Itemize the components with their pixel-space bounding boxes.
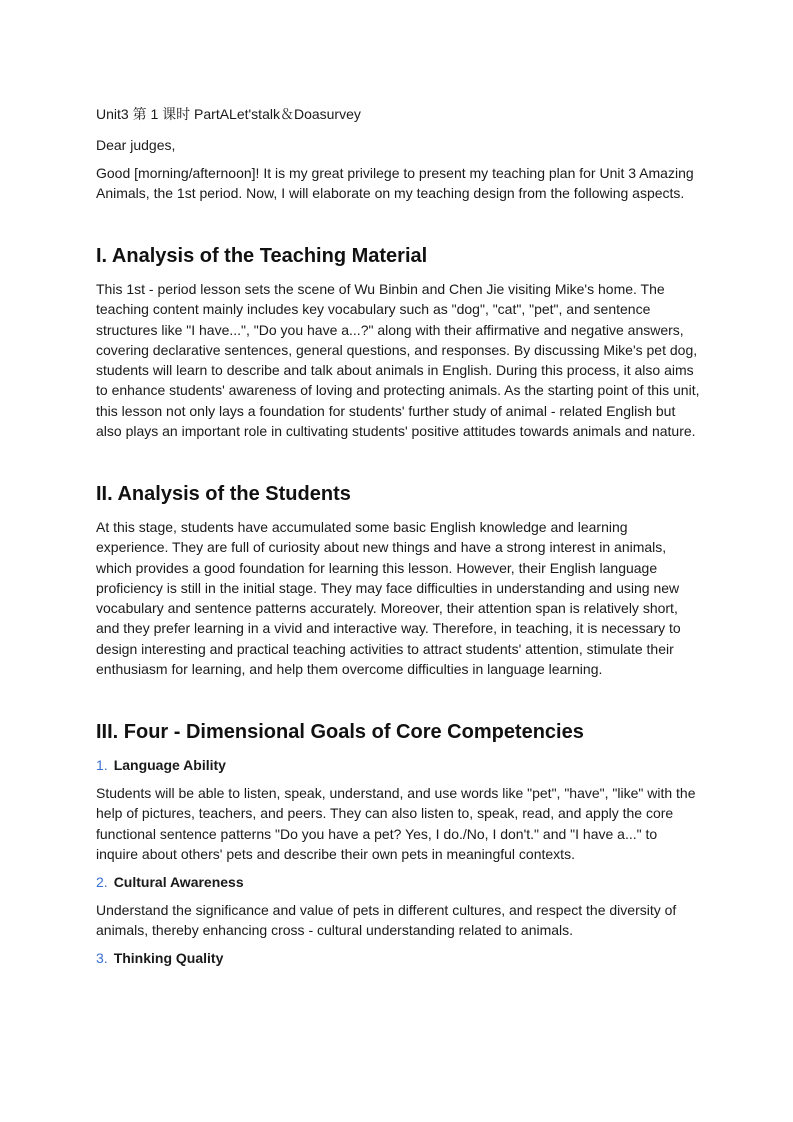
greeting: Dear judges, [96,137,176,153]
goal-heading-cultural-awareness [96,872,244,892]
language-ability-paragraph: Students will be able to listen, speak, understand, and use words like "pet", "have", "like" with the help of pictures, teachers, and peers. They can also listen to, speak, read, and apply the core functional sentence patterns "Do you have a pet? Yes, I do./No, I don't." and "I have a..." to inquire about others' pets and describe their own pets in meaningful contexts. [96,785,696,862]
teaching-material-paragraph: This 1st - period lesson sets the scene of Wu Binbin and Chen Jie visiting Mike's home. The teaching content mainly includes key vocabulary such as "dog", "cat", "pet", and sentence structures like "I have...", "Do you have a...?" along with their affirmative and negative answers, covering declarative sentences, general questions, and responses. By discussing Mike's pet dog, students will learn to describe and talk about animals in English. During this process, it also aims to enhance students' awareness of loving and protecting animals. As the starting point of this unit, this lesson not only lays a foundation for students' further study of animal - related English but also plays an important role in cultivating students' positive attitudes towards animals and nature. [96,281,700,440]
goal-number: 2. [96,874,108,890]
students-paragraph: At this stage, students have accumulated some basic English knowledge and learning experience. They are full of curiosity about new things and have a strong interest in animals, which provides a good foundation for learning this lesson. However, their English language proficiency is still in the initial stage. They may face difficulties in understanding and using new vocabulary and sentence patterns accurately. Moreover, their attention span is relatively short, and they prefer learning in a vivid and interactive way. Therefore, in teaching, it is necessary to design interesting and practical teaching activities to attract students' attention, stimulate their enthusiasm for learning, and help them overcome difficulties in language learning. [96,519,681,678]
cultural-awareness-paragraph: Understand the significance and value of pets in different cultures, and respect the diversity of animals, thereby enhancing cross - cultural understanding related to animals. [96,902,677,939]
section-heading-teaching-material: I. Analysis of the Teaching Material [96,245,428,267]
intro-paragraph: Good [morning/afternoon]! It is my great privilege to present my teaching plan for Unit 3 Amazing Animals, the 1st period. Now, I will elaborate on my teaching design from the following aspects. [96,165,694,202]
goal-number: 3. [96,950,108,966]
section-heading-students: II. Analysis of the Students [96,483,351,505]
goal-title: Thinking Quality [113,950,224,966]
goal-heading-language-ability [96,755,226,775]
section-heading-core-competencies: III. Four - Dimensional Goals of Core Competencies [96,721,584,743]
goal-title: Language Ability [113,757,226,773]
document-title: Unit3 第 1 课时 PartALet'stalk＆Doasurvey [96,106,361,122]
goal-title: Cultural Awareness [113,874,244,890]
goal-heading-thinking-quality [96,948,223,968]
goal-number: 1. [96,757,108,773]
